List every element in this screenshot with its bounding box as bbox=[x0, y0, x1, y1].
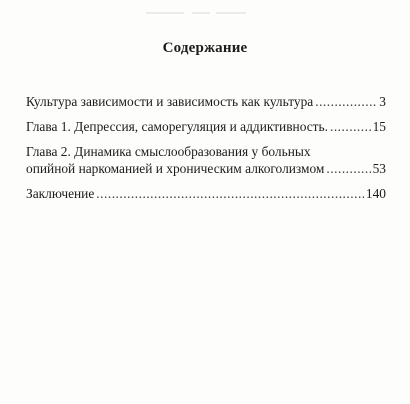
toc-leader-dots bbox=[326, 160, 370, 177]
toc-entry-text: Глава 1. Депрессия, саморегуляция и аддиктивность. bbox=[26, 119, 328, 134]
toc-entry[interactable] bbox=[26, 93, 386, 110]
toc-page-number: 3 bbox=[379, 94, 386, 109]
toc-leader-dots bbox=[315, 93, 377, 110]
toc-entry-text: Заключение bbox=[26, 186, 95, 201]
toc-entry[interactable] bbox=[26, 143, 386, 177]
toc-entry-text-line2: опийной наркоманией и хроническим алкоголизмом bbox=[26, 161, 325, 176]
bleed-through-mark bbox=[146, 12, 256, 26]
toc-entry-text: Культура зависимости и зависимость как культура bbox=[26, 94, 314, 109]
toc-page-number: 140 bbox=[365, 186, 386, 201]
toc-title: Содержание bbox=[162, 40, 248, 56]
toc-page-number: 15 bbox=[372, 119, 386, 134]
toc-entry[interactable] bbox=[26, 185, 386, 202]
toc-leader-dots bbox=[96, 185, 364, 202]
table-of-contents bbox=[26, 93, 386, 202]
toc-entry[interactable] bbox=[26, 118, 386, 135]
toc-leader-dots bbox=[330, 118, 371, 135]
toc-entry-text-line1: Глава 2. Динамика смыслообразования у больных bbox=[26, 144, 311, 159]
toc-page-number: 53 bbox=[372, 161, 386, 176]
